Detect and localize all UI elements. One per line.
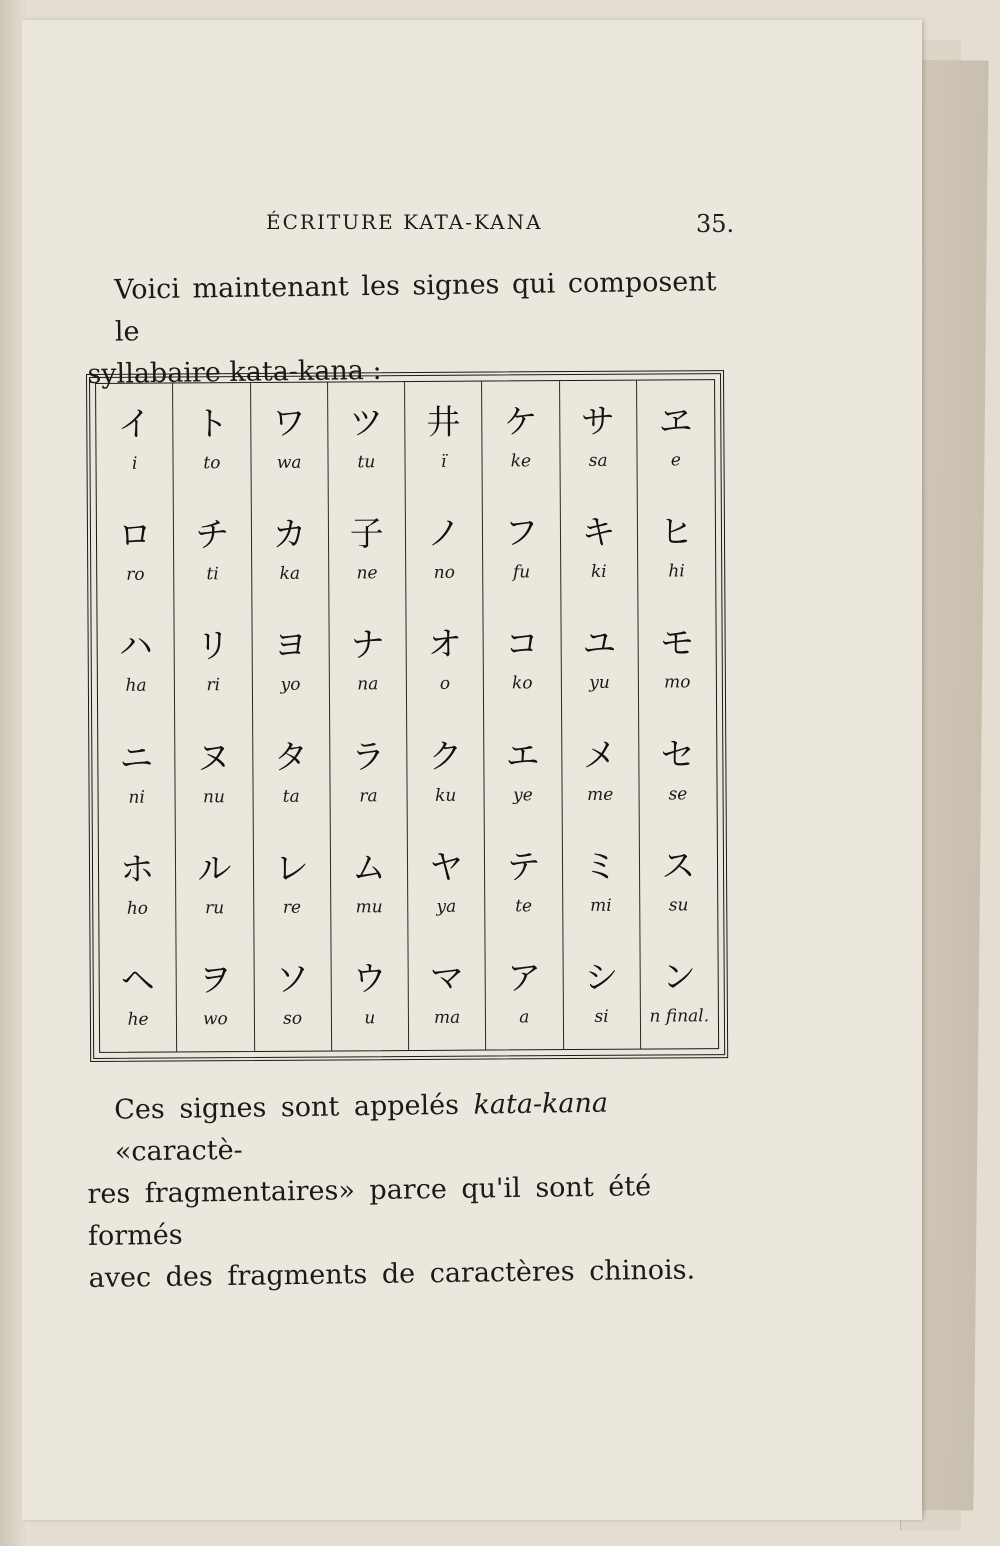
kana-cell xyxy=(408,938,485,1050)
kana-cell xyxy=(328,382,405,494)
kana-romanization: ru xyxy=(205,898,225,919)
kana-character: メ xyxy=(582,735,618,776)
kana-romanization: mo xyxy=(664,672,691,693)
kana-character: チ xyxy=(195,515,230,556)
kana-character: ヲ xyxy=(197,960,233,1001)
kana-character: リ xyxy=(195,626,231,667)
kana-character: ユ xyxy=(582,624,617,665)
kana-character: テ xyxy=(506,847,541,888)
kana-cell xyxy=(97,606,174,718)
kana-romanization: ï xyxy=(440,451,447,472)
kana-cell xyxy=(638,603,716,715)
kana-romanization: ro xyxy=(126,564,145,585)
kana-cell xyxy=(174,494,251,606)
kana-cell xyxy=(96,383,173,495)
kana-character: ス xyxy=(661,846,696,887)
kana-romanization: te xyxy=(515,896,533,917)
kana-character: ヌ xyxy=(196,737,231,778)
kana-romanization: ya xyxy=(436,896,457,917)
kana-cell xyxy=(253,717,330,829)
kana-romanization: mi xyxy=(590,895,612,916)
kana-cell xyxy=(173,383,250,495)
kana-column xyxy=(405,382,486,1050)
kana-romanization: ho xyxy=(126,898,149,919)
kana-romanization: ti xyxy=(206,564,219,585)
katakana-grid xyxy=(95,379,719,1053)
kana-cell xyxy=(97,495,174,607)
kana-character: ロ xyxy=(117,515,153,556)
kana-cell xyxy=(176,828,253,940)
kana-cell xyxy=(484,715,561,827)
kana-romanization: ne xyxy=(356,563,378,584)
kana-character: ミ xyxy=(583,846,618,887)
kana-romanization: me xyxy=(587,784,614,805)
kana-character: ル xyxy=(197,849,232,890)
kana-romanization: re xyxy=(282,897,302,918)
kana-romanization: ha xyxy=(125,675,147,697)
kana-romanization: ta xyxy=(282,786,300,807)
kana-cell xyxy=(406,493,483,605)
kana-romanization: fu xyxy=(512,562,531,583)
kana-character: ヨ xyxy=(273,625,308,667)
kana-character: ア xyxy=(506,958,542,999)
kana-character: キ xyxy=(581,512,616,553)
closing-text: «caractè- xyxy=(114,1134,243,1168)
kana-romanization: mu xyxy=(355,897,383,918)
katakana-table xyxy=(86,370,728,1062)
kana-cell xyxy=(637,491,715,603)
kana-cell xyxy=(484,604,561,716)
kana-cell xyxy=(406,604,483,716)
kana-romanization: ki xyxy=(590,561,607,582)
kana-romanization: u xyxy=(364,1008,376,1029)
kana-romanization: ye xyxy=(513,784,533,806)
kana-romanization: nu xyxy=(202,786,225,807)
kana-cell xyxy=(251,383,328,495)
kana-character: ツ xyxy=(349,402,384,444)
kana-cell xyxy=(560,381,637,493)
running-header: ÉCRITURE KATA-KANA xyxy=(266,210,543,234)
kana-romanization: o xyxy=(439,674,451,695)
kana-character: 子 xyxy=(349,514,384,555)
kana-character: モ xyxy=(659,623,695,664)
kana-character: マ xyxy=(429,959,464,1000)
kana-cell xyxy=(560,492,637,604)
kana-character: ン xyxy=(661,957,697,998)
kana-character: イ xyxy=(117,404,152,445)
kana-character: エ xyxy=(505,735,540,777)
closing-line xyxy=(86,1081,737,1174)
kana-cell xyxy=(407,716,484,828)
kana-character: ニ xyxy=(119,738,154,779)
kana-cell xyxy=(639,714,717,826)
kana-column xyxy=(96,383,177,1051)
kana-romanization: hi xyxy=(668,561,685,582)
kana-cell xyxy=(331,939,408,1051)
kana-romanization: na xyxy=(357,674,379,695)
kana-cell xyxy=(175,717,252,829)
kana-romanization: ke xyxy=(510,450,532,472)
kana-character: ワ xyxy=(271,403,307,444)
kana-cell xyxy=(331,827,408,939)
kana-cell xyxy=(563,937,640,1049)
kana-character: ウ xyxy=(352,959,387,1000)
kana-cell xyxy=(177,940,254,1052)
kana-column xyxy=(173,383,254,1051)
kana-character: サ xyxy=(580,401,616,442)
closing-paragraph xyxy=(86,1081,739,1300)
kana-character: ト xyxy=(194,403,229,444)
kana-romanization: ko xyxy=(511,673,533,694)
kana-character: ヱ xyxy=(658,400,693,442)
kana-character: オ xyxy=(427,625,462,666)
kana-character: ソ xyxy=(275,959,310,1001)
kata-kana-term: kata-kana xyxy=(473,1087,609,1121)
kana-cell xyxy=(562,715,639,827)
kana-character: ヤ xyxy=(429,847,464,888)
kana-character: ホ xyxy=(120,849,155,890)
kana-romanization: ra xyxy=(359,785,378,806)
kana-cell xyxy=(640,937,718,1049)
kana-romanization: tu xyxy=(357,451,376,472)
kana-cell xyxy=(328,493,405,605)
kana-romanization: sa xyxy=(588,450,608,471)
kana-character: カ xyxy=(272,514,307,555)
kana-cell xyxy=(253,828,330,940)
kana-romanization: yo xyxy=(280,675,301,696)
kana-romanization: i xyxy=(131,453,138,474)
kana-cell xyxy=(99,829,176,941)
kana-column xyxy=(560,381,641,1049)
kana-character: ム xyxy=(351,848,387,889)
kana-column xyxy=(482,381,563,1049)
kana-cell xyxy=(251,494,328,606)
kana-cell xyxy=(485,826,562,938)
kana-romanization: wa xyxy=(276,452,302,473)
kana-cell xyxy=(99,940,176,1052)
kana-romanization: wo xyxy=(202,1009,228,1030)
kana-romanization: e xyxy=(670,450,682,471)
kana-character: ノ xyxy=(426,513,462,554)
kana-cell xyxy=(254,939,331,1051)
kana-character: コ xyxy=(504,624,540,665)
kana-character: ヒ xyxy=(659,512,694,553)
kana-romanization: su xyxy=(668,895,689,916)
kana-column xyxy=(328,382,409,1050)
intro-line: syllabaire kata-kana : xyxy=(87,354,382,390)
kana-cell xyxy=(562,826,639,938)
kana-cell xyxy=(637,380,715,492)
kana-romanization: to xyxy=(203,452,221,473)
kana-romanization: ni xyxy=(128,787,145,808)
intro-line: Voici maintenant les signes qui composent le xyxy=(114,266,717,348)
kana-character: レ xyxy=(274,848,309,889)
kana-romanization: so xyxy=(283,1009,303,1030)
kana-cell xyxy=(483,492,560,604)
kana-character: ヘ xyxy=(120,960,155,1002)
kana-character: ク xyxy=(428,736,463,777)
kana-column xyxy=(251,383,332,1051)
kana-romanization: a xyxy=(519,1007,530,1028)
kana-character: ハ xyxy=(118,626,153,668)
kana-cell xyxy=(175,606,252,718)
kana-romanization: n final. xyxy=(649,1006,710,1027)
kana-character: タ xyxy=(273,737,309,778)
kana-cell xyxy=(408,827,485,939)
kana-romanization: ku xyxy=(435,785,457,806)
kana-cell xyxy=(486,938,563,1050)
closing-line: avec des fragments de caractères chinois. xyxy=(88,1254,696,1294)
kana-cell xyxy=(98,717,175,829)
kana-romanization: si xyxy=(594,1007,609,1028)
kana-romanization: yu xyxy=(589,673,610,694)
kana-cell xyxy=(252,605,329,717)
kana-romanization: ka xyxy=(279,563,301,584)
kana-cell xyxy=(329,605,406,717)
kana-character: セ xyxy=(660,734,695,776)
kana-character: ナ xyxy=(350,625,385,666)
kana-cell xyxy=(330,716,407,828)
closing-text: Ces signes sont appelés xyxy=(114,1089,474,1126)
kana-cell xyxy=(405,382,482,494)
kana-cell xyxy=(482,381,559,493)
kana-romanization: se xyxy=(668,783,688,805)
kana-character: ラ xyxy=(351,736,386,778)
kana-character: フ xyxy=(504,513,539,554)
closing-line: res fragmentaires» parce qu'il sont été formés xyxy=(87,1171,652,1252)
kana-character: ケ xyxy=(503,401,538,443)
kana-cell xyxy=(561,603,638,715)
kana-romanization: no xyxy=(433,562,456,583)
kana-romanization: ma xyxy=(433,1008,461,1029)
kana-column xyxy=(637,380,718,1048)
page-number: 35. xyxy=(696,210,735,238)
kana-character: シ xyxy=(584,958,619,999)
kana-character: 井 xyxy=(426,402,461,443)
kana-romanization: he xyxy=(127,1009,149,1031)
kana-cell xyxy=(640,825,718,937)
kana-romanization: ri xyxy=(206,675,221,696)
